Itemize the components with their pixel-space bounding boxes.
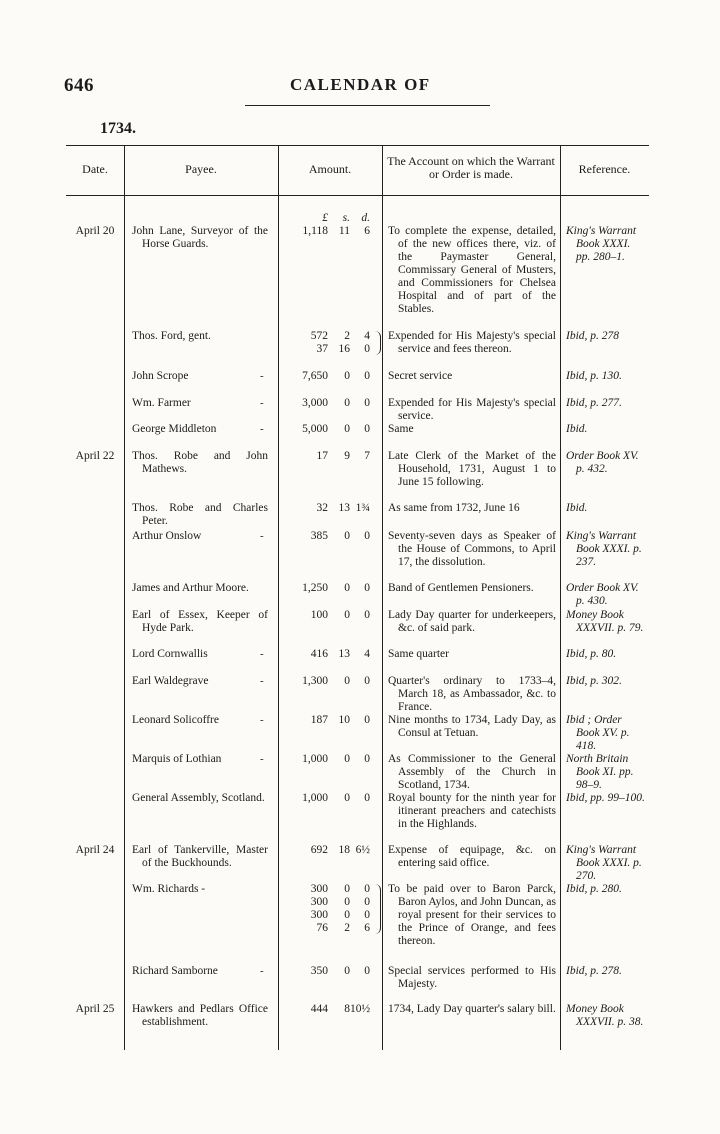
amount-units: £ s. d. [322, 212, 370, 224]
grouping-brace [374, 331, 381, 355]
shillings: 0 [344, 753, 350, 765]
pence: 4 [364, 330, 370, 342]
row-payee-text: John Lane, Surveyor of the Horse Guards. [132, 225, 268, 250]
shillings: 0 [344, 423, 350, 435]
row-amount [286, 530, 376, 543]
row-reference [566, 423, 646, 436]
shillings: 2 [344, 922, 350, 934]
row-reference [566, 844, 646, 883]
running-title: CALENDAR OF [290, 75, 431, 94]
pence: 0 [364, 423, 370, 435]
amount-line [286, 530, 376, 543]
row-payee-text: Thos. Robe and John Mathews. [132, 450, 268, 475]
pence: 6½ [355, 844, 370, 856]
column-header-payee: Payee. [185, 162, 217, 176]
row-amount [286, 675, 376, 688]
row-payee [132, 397, 268, 410]
row-amount [286, 423, 376, 436]
shillings: 0 [344, 965, 350, 977]
row-reference [566, 225, 646, 264]
amount-line [286, 753, 376, 766]
pounds: 1,118 [302, 225, 328, 237]
pounds: 1,000 [302, 753, 328, 765]
row-account [388, 753, 556, 792]
row-reference [566, 792, 646, 805]
shillings: 0 [344, 883, 350, 895]
row-account-text: To be paid over to Baron Parck, Baron Aylos, and John Duncan, as royal present for their services to the Prince of Orange, and fees thereon. [388, 883, 556, 947]
pence: 1¾ [355, 502, 370, 514]
row-date [66, 844, 124, 857]
row-amount [286, 648, 376, 661]
pounds: 187 [310, 714, 328, 726]
leader-dash: - [260, 714, 264, 726]
row-account-text: Special services performed to His Majesty. [388, 965, 556, 990]
row-reference-text: Ibid, p. 277. [566, 397, 622, 409]
leader-dash: - [260, 753, 264, 765]
pence: 6 [364, 922, 370, 934]
row-account [388, 965, 556, 991]
row-date [66, 225, 124, 238]
row-reference-text: Ibid, p. 130. [566, 370, 622, 382]
row-account-text: As Commissioner to the General Assembly of the Church in Scotland, 1734. [388, 753, 556, 791]
row-date-text: April 20 [75, 225, 115, 237]
row-reference-text: Order Book XV. p. 432. [566, 450, 639, 475]
row-amount [286, 330, 376, 356]
amount-line [286, 896, 376, 909]
row-reference [566, 675, 646, 688]
shillings: 0 [344, 909, 350, 921]
row-payee [132, 225, 268, 251]
table-top-rule [66, 145, 649, 146]
row-reference-text: King's Warrant Book XXXI. p. 237. [566, 530, 642, 568]
column-rule [278, 145, 279, 1050]
row-account-text: Seventy-seven days as Speaker of the House of Commons, to April 17, the dissolution. [388, 530, 556, 568]
row-account-text: Expended for His Majesty's special service and fees thereon. [388, 330, 556, 355]
pounds: 300 [310, 909, 328, 921]
amount-line [286, 675, 376, 688]
row-payee [132, 502, 268, 528]
shillings: 0 [344, 582, 350, 594]
row-amount [286, 609, 376, 622]
row-reference [566, 370, 646, 383]
row-account-text: Late Clerk of the Market of the Household, 1731, August 1 to June 15 following. [388, 450, 556, 488]
column-rule [382, 145, 383, 1050]
row-amount [286, 450, 376, 463]
row-payee [132, 582, 268, 595]
row-payee [132, 883, 268, 896]
pence: 6 [364, 225, 370, 237]
pence: 10½ [350, 1003, 371, 1015]
pounds: 76 [316, 922, 328, 934]
column-header-reference: Reference. [578, 162, 631, 176]
row-account [388, 609, 556, 635]
row-reference-text: Ibid, p. 302. [566, 675, 622, 687]
amount-line [286, 225, 376, 238]
row-reference [566, 330, 646, 343]
row-payee [132, 714, 268, 727]
header-bottom-rule [66, 195, 649, 196]
row-account-text: Same [388, 423, 414, 435]
shillings: 0 [344, 896, 350, 908]
row-payee-text: James and Arthur Moore. [132, 582, 249, 594]
pounds: 32 [316, 502, 328, 514]
row-payee-text: Leonard Solicoffre [132, 714, 219, 726]
pounds: 416 [310, 648, 328, 660]
row-reference-text: Money Book XXXVII. p. 79. [566, 609, 644, 634]
pence: 0 [364, 909, 370, 921]
row-amount [286, 965, 376, 978]
row-payee [132, 648, 268, 661]
row-account-text: Band of Gentlemen Pensioners. [388, 582, 534, 594]
pence: 0 [364, 753, 370, 765]
amount-line [286, 423, 376, 436]
row-reference [566, 753, 646, 792]
row-amount [286, 883, 376, 935]
row-payee [132, 965, 268, 978]
row-reference [566, 648, 646, 661]
leader-dash: - [260, 965, 264, 977]
row-reference-text: Ibid ; Order Book XV. p. 418. [566, 714, 630, 752]
amount-line [286, 714, 376, 727]
amount-line [286, 370, 376, 383]
row-reference [566, 450, 646, 476]
shillings: 8 [344, 1003, 350, 1015]
row-payee-text: Wm. Richards - [132, 883, 206, 895]
row-payee-text: Earl of Tankerville, Master of the Buckhounds. [132, 844, 268, 869]
row-reference [566, 883, 646, 896]
shillings: 2 [344, 330, 350, 342]
row-reference-text: North Britain Book XI. pp. 98–9. [566, 753, 634, 791]
row-amount [286, 225, 376, 238]
row-payee-text: Thos. Ford, gent. [132, 330, 211, 342]
amount-line [286, 609, 376, 622]
row-date-text: April 25 [75, 1003, 115, 1015]
row-date [66, 450, 124, 463]
row-account [388, 370, 556, 383]
pounds: 100 [310, 609, 328, 621]
row-account-text: Same quarter [388, 648, 449, 660]
row-amount [286, 582, 376, 595]
row-account [388, 883, 556, 948]
row-account [388, 714, 556, 740]
row-account [388, 675, 556, 714]
row-reference [566, 530, 646, 569]
row-reference-text: Ibid, p. 280. [566, 883, 622, 895]
leader-dash: - [260, 648, 264, 660]
row-date-text: April 24 [75, 844, 115, 856]
row-reference-text: Order Book XV. p. 430. [566, 582, 639, 607]
pence: 4 [364, 648, 370, 660]
pence: 0 [364, 714, 370, 726]
pence: 0 [364, 896, 370, 908]
row-payee [132, 1003, 268, 1029]
row-account-text: Royal bounty for the ninth year for itinerant preachers and catechists in the Highlands. [388, 792, 556, 830]
shillings: 0 [344, 609, 350, 621]
row-reference-text: Ibid. [566, 502, 588, 514]
shillings: 0 [344, 675, 350, 687]
row-account [388, 423, 556, 436]
column-header-date: Date. [82, 162, 108, 176]
header-rule [245, 105, 490, 106]
row-account [388, 844, 556, 870]
row-payee [132, 609, 268, 635]
pence: 0 [364, 343, 370, 355]
row-reference [566, 965, 646, 978]
row-payee [132, 675, 268, 688]
row-account [388, 330, 556, 356]
amount-line [286, 1003, 376, 1016]
amount-line [286, 648, 376, 661]
pounds: 17 [316, 450, 328, 462]
row-reference-text: King's Warrant Book XXXI. pp. 280–1. [566, 225, 637, 263]
pounds: 350 [310, 965, 328, 977]
amount-line [286, 502, 376, 515]
shillings: 0 [344, 397, 350, 409]
leader-dash: - [260, 530, 264, 542]
column-rule [560, 145, 561, 1050]
amount-line [286, 397, 376, 410]
grouping-brace [374, 884, 381, 934]
row-reference [566, 1003, 646, 1029]
pounds: 5,000 [302, 423, 328, 435]
row-amount [286, 714, 376, 727]
amount-line [286, 844, 376, 857]
row-amount [286, 753, 376, 766]
row-account [388, 397, 556, 423]
pence: 0 [364, 792, 370, 804]
pence: 0 [364, 675, 370, 687]
shillings: 0 [344, 792, 350, 804]
pounds: 37 [316, 343, 328, 355]
row-amount [286, 502, 376, 515]
row-payee-text: Earl Waldegrave [132, 675, 209, 687]
row-payee-text: Wm. Farmer [132, 397, 191, 409]
pounds: 444 [310, 1003, 328, 1015]
shillings: 9 [344, 450, 350, 462]
column-rule [124, 145, 125, 1050]
row-account-text: Lady Day quarter for underkeepers, &c. of said park. [388, 609, 556, 634]
row-payee-text: George Middleton [132, 423, 217, 435]
pence: 0 [364, 965, 370, 977]
row-account [388, 502, 556, 515]
pounds: 1,000 [302, 792, 328, 804]
row-reference [566, 582, 646, 608]
row-account [388, 648, 556, 661]
row-reference-text: Ibid. [566, 423, 588, 435]
row-account-text: As same from 1732, June 16 [388, 502, 520, 514]
row-account [388, 582, 556, 595]
row-payee-text: John Scrope [132, 370, 189, 382]
row-payee [132, 753, 268, 766]
pounds: 1,300 [302, 675, 328, 687]
row-account [388, 530, 556, 569]
shillings: 10 [338, 714, 350, 726]
row-payee-text: Earl of Essex, Keeper of Hyde Park. [132, 609, 268, 634]
row-date [66, 1003, 124, 1016]
row-payee-text: Marquis of Lothian [132, 753, 222, 765]
column-header-account: The Account on which the Warrant or Order is made. [387, 154, 555, 181]
shillings: 13 [338, 648, 350, 660]
row-reference-text: Ibid, pp. 99–100. [566, 792, 645, 804]
row-payee-text: Richard Samborne [132, 965, 218, 977]
row-reference-text: Ibid, p. 278 [566, 330, 620, 342]
amount-line [286, 965, 376, 978]
pence: 0 [364, 609, 370, 621]
row-reference-text: Ibid, p. 278. [566, 965, 622, 977]
row-payee [132, 530, 268, 543]
pence: 0 [364, 582, 370, 594]
row-reference [566, 609, 646, 635]
shillings: 0 [344, 530, 350, 542]
row-payee [132, 792, 268, 805]
row-account [388, 450, 556, 489]
amount-line [286, 343, 376, 356]
row-amount [286, 370, 376, 383]
pounds: 300 [310, 883, 328, 895]
pence: 0 [364, 530, 370, 542]
pounds: 692 [310, 844, 328, 856]
amount-line [286, 582, 376, 595]
amount-line [286, 922, 376, 935]
row-account [388, 225, 556, 316]
row-payee-text: Hawkers and Pedlars Office establishment. [132, 1003, 268, 1028]
calendar-table [66, 145, 649, 1050]
leader-dash: - [260, 397, 264, 409]
row-amount [286, 397, 376, 410]
row-account [388, 1003, 556, 1016]
leader-dash: - [260, 370, 264, 382]
row-payee [132, 450, 268, 476]
row-reference-text: King's Warrant Book XXXI. p. 270. [566, 844, 642, 882]
pounds: 385 [310, 530, 328, 542]
shillings: 0 [344, 370, 350, 382]
row-account-text: To complete the expense, detailed, of the new offices there, viz. of the Paymaster General, Commissary General of Musters, and Commissioners for Chelsea Hospital and of part of the Stables. [388, 225, 556, 315]
row-account-text: Quarter's ordinary to 1733–4, March 18, as Ambassador, &c. to France. [388, 675, 556, 713]
row-account-text: 1734, Lady Day quarter's salary bill. [388, 1003, 556, 1015]
row-payee [132, 330, 268, 343]
leader-dash: - [260, 675, 264, 687]
row-reference-text: Money Book XXXVII. p. 38. [566, 1003, 644, 1028]
row-payee-text: Lord Cornwallis [132, 648, 208, 660]
row-account-text: Secret service [388, 370, 453, 382]
row-payee-text: General Assembly, Scotland. [132, 792, 265, 804]
shillings: 13 [338, 502, 350, 514]
row-account-text: Nine months to 1734, Lady Day, as Consul at Tetuan. [388, 714, 556, 739]
amount-line [286, 909, 376, 922]
row-reference [566, 714, 646, 753]
row-amount [286, 792, 376, 805]
amount-line [286, 883, 376, 896]
pounds: 572 [310, 330, 328, 342]
column-header-amount: Amount. [308, 162, 352, 176]
shillings: 11 [338, 225, 350, 237]
row-amount [286, 1003, 376, 1016]
row-reference [566, 502, 646, 515]
row-account [388, 792, 556, 831]
row-account-text: Expense of equipage, &c. on entering said office. [388, 844, 556, 869]
row-reference [566, 397, 646, 410]
year-heading: 1734. [100, 120, 136, 137]
row-payee [132, 370, 268, 383]
pounds: 1,250 [302, 582, 328, 594]
amount-line [286, 330, 376, 343]
pence: 0 [364, 370, 370, 382]
pence: 0 [364, 883, 370, 895]
row-payee-text: Arthur Onslow [132, 530, 202, 542]
row-date-text: April 22 [75, 450, 115, 462]
amount-line [286, 450, 376, 463]
pounds: 3,000 [302, 397, 328, 409]
pence: 0 [364, 397, 370, 409]
shillings: 16 [338, 343, 350, 355]
row-amount [286, 844, 376, 857]
amount-line [286, 792, 376, 805]
leader-dash: - [260, 423, 264, 435]
pounds: 7,650 [302, 370, 328, 382]
pounds: 300 [310, 896, 328, 908]
shillings: 18 [338, 844, 350, 856]
pence: 7 [364, 450, 370, 462]
page-number: 646 [64, 75, 94, 96]
row-payee-text: Thos. Robe and Charles Peter. [132, 502, 268, 527]
row-reference-text: Ibid, p. 80. [566, 648, 617, 660]
row-payee [132, 844, 268, 870]
row-account-text: Expended for His Majesty's special service. [388, 397, 556, 422]
row-payee [132, 423, 268, 436]
